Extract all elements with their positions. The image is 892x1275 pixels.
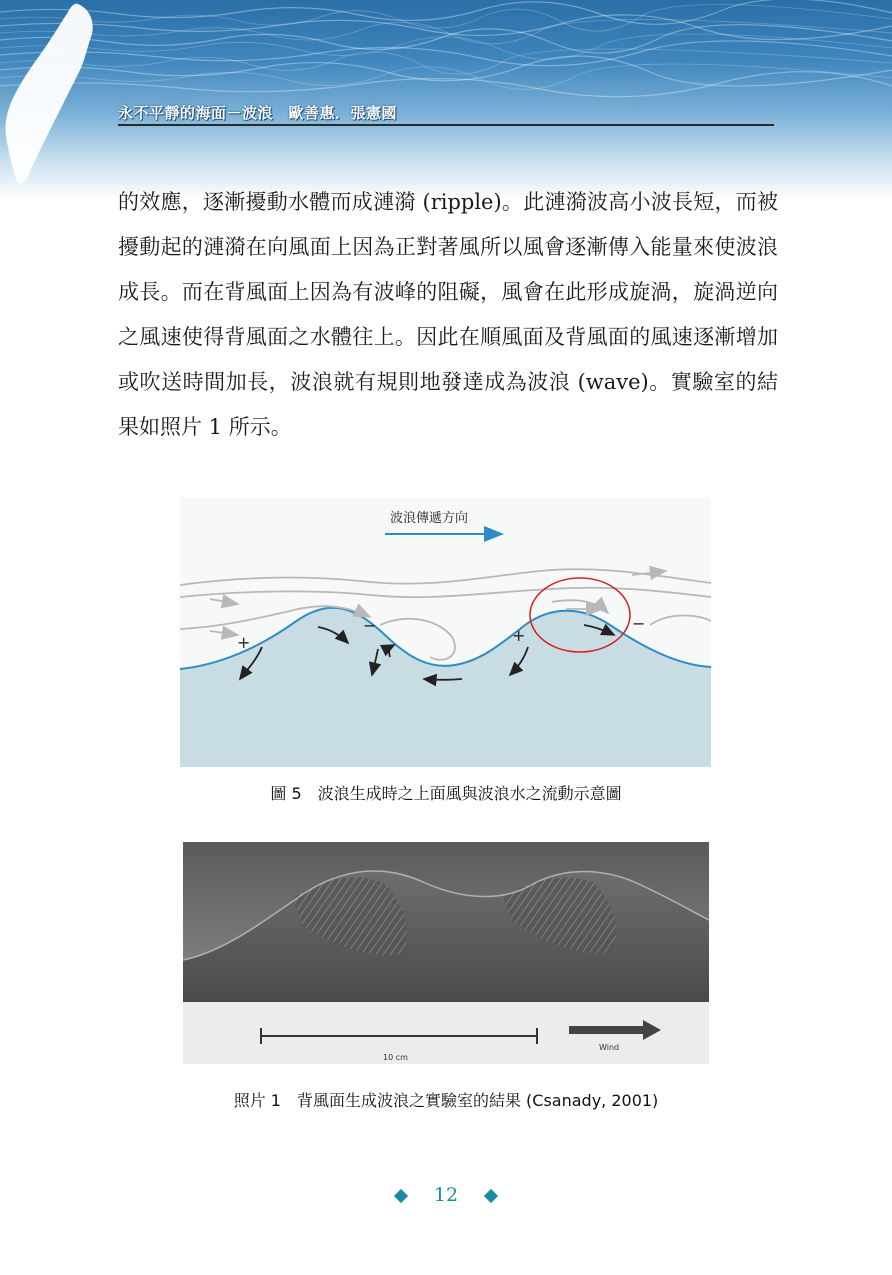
minus-sign-2: − bbox=[632, 614, 646, 633]
header-banner bbox=[0, 0, 892, 200]
wind-streamline-1 bbox=[180, 569, 711, 585]
wind-arrow-1 bbox=[210, 599, 238, 604]
wind-wave-flow-diagram bbox=[180, 497, 711, 767]
header-rule bbox=[118, 124, 774, 126]
wind-eddy-2 bbox=[650, 616, 711, 626]
lab-photo bbox=[183, 842, 709, 1064]
lab-wave-photo bbox=[183, 842, 709, 1064]
body-paragraph: 的效應，逐漸擾動水體而成漣漪 (ripple)。此漣漪波高小波長短，而被擾動起的漣漪在向風面上因為正對著風所以風會逐漸傳入能量來使波浪成長。而在背風面上因為有波峰的阻礙，風會在此形成旋渦，旋渦逆向之風速使得背風面之水體往上。因此在順風面及背風面的風速逐漸增加或吹送時間加長，波浪就有規則地發達成為波浪 (wave)。實驗室的結果如照片 1 所示。 bbox=[118, 190, 778, 439]
plus-sign-2: + bbox=[512, 626, 526, 645]
plus-sign-1: + bbox=[237, 633, 251, 652]
water-flow-arrow-5 bbox=[424, 679, 462, 680]
ocean-wave-texture bbox=[0, 0, 892, 200]
minus-sign-1: − bbox=[363, 616, 377, 635]
wind-arrow-2 bbox=[210, 631, 238, 635]
wind-label: Wind bbox=[599, 1043, 620, 1052]
running-header-title: 永不平靜的海面－波浪 歐善惠．張憲國 bbox=[118, 104, 398, 122]
wind-streamline-2 bbox=[180, 588, 711, 597]
page-number-footer bbox=[0, 1184, 892, 1206]
taiwan-island-icon bbox=[0, 0, 100, 190]
photo-1-caption: 照片 1 背風面生成波浪之實驗室的結果 (Csanady, 2001) bbox=[233, 1091, 659, 1110]
page-number: 12 bbox=[433, 1184, 459, 1206]
direction-label: 波浪傳遞方向 bbox=[390, 511, 469, 526]
diamond-left-icon bbox=[394, 1189, 408, 1203]
figure-5-caption: 圖 5 波浪生成時之上面風與波浪水之流動示意圖 bbox=[270, 784, 622, 803]
diamond-right-icon bbox=[484, 1189, 498, 1203]
figure-5-diagram bbox=[180, 497, 711, 767]
scale-label: 10 cm bbox=[383, 1053, 408, 1062]
